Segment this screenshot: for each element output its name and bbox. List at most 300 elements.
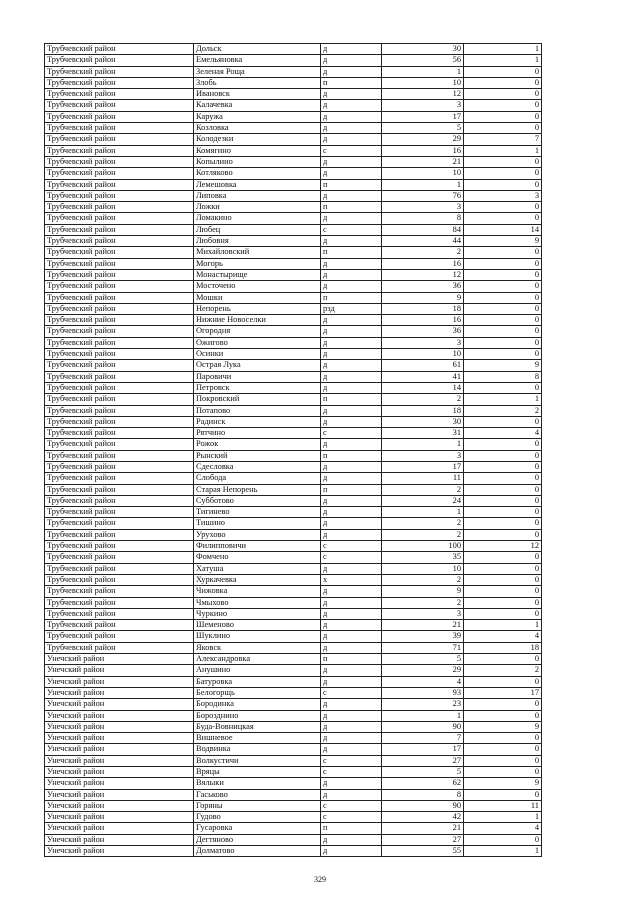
district-cell: Унечский район [45, 654, 194, 665]
settlement-cell: Колодезки [194, 134, 321, 145]
count-cell: 24 [382, 495, 464, 506]
type-cell: п [321, 450, 382, 461]
settlement-cell: Осинки [194, 349, 321, 360]
type-cell: д [321, 44, 382, 55]
count-cell: 5 [382, 654, 464, 665]
count-cell: 1 [382, 439, 464, 450]
count-cell: 61 [382, 360, 464, 371]
table-row [45, 66, 542, 77]
type-cell: д [321, 55, 382, 66]
secondary-count-cell: 0 [464, 168, 542, 179]
secondary-count-cell: 12 [464, 541, 542, 552]
type-cell: д [321, 676, 382, 687]
district-cell: Трубчевский район [45, 179, 194, 190]
secondary-count-cell: 11 [464, 800, 542, 811]
count-cell: 16 [382, 258, 464, 269]
table-row [45, 134, 542, 145]
district-cell: Трубчевский район [45, 405, 194, 416]
district-cell: Унечский район [45, 733, 194, 744]
count-cell: 14 [382, 382, 464, 393]
count-cell: 12 [382, 269, 464, 280]
secondary-count-cell: 0 [464, 77, 542, 88]
table-row [45, 315, 542, 326]
settlement-cell: Михайловский [194, 247, 321, 258]
table-row [45, 654, 542, 665]
settlement-cell: Злобь [194, 77, 321, 88]
table-row [45, 620, 542, 631]
table-row [45, 416, 542, 427]
count-cell: 36 [382, 326, 464, 337]
type-cell: д [321, 665, 382, 676]
type-cell: д [321, 349, 382, 360]
table-row [45, 439, 542, 450]
settlement-cell: Тишино [194, 518, 321, 529]
secondary-count-cell: 0 [464, 529, 542, 540]
type-cell: д [321, 269, 382, 280]
count-cell: 71 [382, 642, 464, 653]
secondary-count-cell: 2 [464, 405, 542, 416]
table-row [45, 642, 542, 653]
table-row [45, 303, 542, 314]
secondary-count-cell: 0 [464, 382, 542, 393]
table-row [45, 281, 542, 292]
secondary-count-cell: 1 [464, 145, 542, 156]
count-cell: 8 [382, 789, 464, 800]
count-cell: 11 [382, 473, 464, 484]
secondary-count-cell: 0 [464, 574, 542, 585]
count-cell: 2 [382, 247, 464, 258]
district-cell: Трубчевский район [45, 552, 194, 563]
district-cell: Трубчевский район [45, 202, 194, 213]
table-row [45, 202, 542, 213]
count-cell: 23 [382, 699, 464, 710]
district-cell: Унечский район [45, 789, 194, 800]
district-cell: Трубчевский район [45, 281, 194, 292]
settlement-cell: Вряцы [194, 767, 321, 778]
count-cell: 9 [382, 292, 464, 303]
secondary-count-cell: 0 [464, 834, 542, 845]
type-cell: д [321, 190, 382, 201]
district-cell: Трубчевский район [45, 394, 194, 405]
district-cell: Трубчевский район [45, 55, 194, 66]
secondary-count-cell: 0 [464, 654, 542, 665]
settlement-cell: Тигинево [194, 507, 321, 518]
district-cell: Трубчевский район [45, 213, 194, 224]
type-cell: д [321, 518, 382, 529]
settlement-cell: Вялыки [194, 778, 321, 789]
count-cell: 21 [382, 156, 464, 167]
type-cell: х [321, 574, 382, 585]
count-cell: 16 [382, 315, 464, 326]
type-cell: д [321, 123, 382, 134]
district-cell: Унечский район [45, 755, 194, 766]
settlement-cell: Сдесловка [194, 461, 321, 472]
count-cell: 10 [382, 77, 464, 88]
secondary-count-cell: 0 [464, 89, 542, 100]
district-cell: Трубчевский район [45, 371, 194, 382]
count-cell: 36 [382, 281, 464, 292]
secondary-count-cell: 0 [464, 416, 542, 427]
secondary-count-cell: 0 [464, 518, 542, 529]
table-row [45, 744, 542, 755]
count-cell: 17 [382, 744, 464, 755]
type-cell: п [321, 484, 382, 495]
settlement-cell: Ивановск [194, 89, 321, 100]
settlement-cell: Александровка [194, 654, 321, 665]
count-cell: 93 [382, 687, 464, 698]
district-cell: Трубчевский район [45, 382, 194, 393]
secondary-count-cell: 0 [464, 439, 542, 450]
table-row [45, 778, 542, 789]
table-row [45, 789, 542, 800]
settlement-cell: Филипповичи [194, 541, 321, 552]
secondary-count-cell: 9 [464, 778, 542, 789]
settlement-cell: Комягино [194, 145, 321, 156]
type-cell: д [321, 281, 382, 292]
table-row [45, 733, 542, 744]
secondary-count-cell: 17 [464, 687, 542, 698]
settlement-cell: Огородня [194, 326, 321, 337]
secondary-count-cell: 0 [464, 755, 542, 766]
type-cell: д [321, 258, 382, 269]
settlement-cell: Радинск [194, 416, 321, 427]
secondary-count-cell: 9 [464, 721, 542, 732]
secondary-count-cell: 0 [464, 552, 542, 563]
type-cell: с [321, 145, 382, 156]
table-row [45, 800, 542, 811]
table-row [45, 190, 542, 201]
settlement-cell: Старая Непорень [194, 484, 321, 495]
secondary-count-cell: 0 [464, 733, 542, 744]
secondary-count-cell: 0 [464, 258, 542, 269]
settlement-cell: Потапово [194, 405, 321, 416]
table-row [45, 473, 542, 484]
settlement-cell: Покровский [194, 394, 321, 405]
type-cell: д [321, 699, 382, 710]
district-cell: Трубчевский район [45, 416, 194, 427]
settlement-cell: Слобода [194, 473, 321, 484]
table-row [45, 552, 542, 563]
table-row [45, 721, 542, 732]
secondary-count-cell: 0 [464, 563, 542, 574]
district-cell: Унечский район [45, 812, 194, 823]
table-row [45, 631, 542, 642]
settlement-cell: Ложки [194, 202, 321, 213]
count-cell: 7 [382, 733, 464, 744]
table-row [45, 405, 542, 416]
table-row [45, 213, 542, 224]
district-cell: Трубчевский район [45, 315, 194, 326]
table-row [45, 269, 542, 280]
secondary-count-cell: 1 [464, 846, 542, 857]
type-cell: с [321, 812, 382, 823]
count-cell: 3 [382, 337, 464, 348]
type-cell: с [321, 552, 382, 563]
secondary-count-cell: 18 [464, 642, 542, 653]
settlement-cell: Ожигово [194, 337, 321, 348]
type-cell: д [321, 213, 382, 224]
secondary-count-cell: 0 [464, 337, 542, 348]
type-cell: д [321, 156, 382, 167]
district-cell: Трубчевский район [45, 89, 194, 100]
secondary-count-cell: 0 [464, 461, 542, 472]
table-row [45, 541, 542, 552]
settlement-cell: Копылино [194, 156, 321, 167]
count-cell: 9 [382, 586, 464, 597]
secondary-count-cell: 0 [464, 484, 542, 495]
table-row [45, 168, 542, 179]
type-cell: д [321, 563, 382, 574]
count-cell: 76 [382, 190, 464, 201]
type-cell: д [321, 744, 382, 755]
settlement-cell: Батуровка [194, 676, 321, 687]
settlement-cell: Котляково [194, 168, 321, 179]
table-row [45, 394, 542, 405]
count-cell: 18 [382, 405, 464, 416]
secondary-count-cell: 2 [464, 665, 542, 676]
type-cell: д [321, 89, 382, 100]
type-cell: д [321, 111, 382, 122]
district-cell: Трубчевский район [45, 123, 194, 134]
page-number: 329 [314, 875, 326, 884]
secondary-count-cell: 8 [464, 371, 542, 382]
type-cell: д [321, 642, 382, 653]
district-cell: Трубчевский район [45, 461, 194, 472]
secondary-count-cell: 0 [464, 710, 542, 721]
count-cell: 39 [382, 631, 464, 642]
table-row [45, 608, 542, 619]
district-cell: Трубчевский район [45, 518, 194, 529]
table-row [45, 258, 542, 269]
type-cell: д [321, 439, 382, 450]
secondary-count-cell: 4 [464, 428, 542, 439]
count-cell: 18 [382, 303, 464, 314]
count-cell: 10 [382, 563, 464, 574]
table-row [45, 44, 542, 55]
district-cell: Трубчевский район [45, 111, 194, 122]
settlement-cell: Хатуша [194, 563, 321, 574]
secondary-count-cell: 0 [464, 744, 542, 755]
count-cell: 1 [382, 179, 464, 190]
district-cell: Трубчевский район [45, 586, 194, 597]
settlement-cell: Борозднино [194, 710, 321, 721]
settlement-cell: Рожок [194, 439, 321, 450]
count-cell: 44 [382, 236, 464, 247]
secondary-count-cell: 0 [464, 767, 542, 778]
secondary-count-cell: 0 [464, 111, 542, 122]
count-cell: 31 [382, 428, 464, 439]
type-cell: д [321, 586, 382, 597]
secondary-count-cell: 0 [464, 699, 542, 710]
district-cell: Унечский район [45, 699, 194, 710]
secondary-count-cell: 0 [464, 292, 542, 303]
type-cell: д [321, 846, 382, 857]
settlement-cell: Гусаровка [194, 823, 321, 834]
settlement-cell: Зеленая Роща [194, 66, 321, 77]
district-cell: Трубчевский район [45, 303, 194, 314]
count-cell: 1 [382, 66, 464, 77]
secondary-count-cell: 4 [464, 823, 542, 834]
district-cell: Трубчевский район [45, 134, 194, 145]
secondary-count-cell: 0 [464, 676, 542, 687]
table-row [45, 371, 542, 382]
secondary-count-cell: 0 [464, 123, 542, 134]
district-cell: Трубчевский район [45, 529, 194, 540]
district-cell: Трубчевский район [45, 269, 194, 280]
district-cell: Унечский район [45, 778, 194, 789]
district-cell: Трубчевский район [45, 563, 194, 574]
count-cell: 1 [382, 507, 464, 518]
count-cell: 3 [382, 608, 464, 619]
count-cell: 2 [382, 518, 464, 529]
secondary-count-cell: 3 [464, 190, 542, 201]
count-cell: 17 [382, 461, 464, 472]
settlement-cell: Фомчено [194, 552, 321, 563]
table-row [45, 676, 542, 687]
secondary-count-cell: 0 [464, 247, 542, 258]
settlement-cell: Паровичи [194, 371, 321, 382]
table-row [45, 428, 542, 439]
table-row [45, 89, 542, 100]
count-cell: 16 [382, 145, 464, 156]
count-cell: 8 [382, 213, 464, 224]
table-row [45, 586, 542, 597]
table-row [45, 145, 542, 156]
table-row [45, 699, 542, 710]
secondary-count-cell: 0 [464, 507, 542, 518]
type-cell: д [321, 168, 382, 179]
settlement-cell: Рятчино [194, 428, 321, 439]
settlement-cell: Шуклино [194, 631, 321, 642]
table-row [45, 563, 542, 574]
type-cell: д [321, 507, 382, 518]
district-cell: Унечский район [45, 676, 194, 687]
table-body [45, 44, 542, 857]
district-cell: Унечский район [45, 665, 194, 676]
secondary-count-cell: 14 [464, 224, 542, 235]
district-cell: Трубчевский район [45, 439, 194, 450]
settlement-cell: Непорень [194, 303, 321, 314]
settlement-cell: Монастырище [194, 269, 321, 280]
settlement-cell: Рынский [194, 450, 321, 461]
type-cell: д [321, 371, 382, 382]
count-cell: 30 [382, 416, 464, 427]
settlement-cell: Петровск [194, 382, 321, 393]
count-cell: 30 [382, 44, 464, 55]
count-cell: 1 [382, 710, 464, 721]
table-row [45, 518, 542, 529]
secondary-count-cell: 0 [464, 202, 542, 213]
district-cell: Трубчевский район [45, 156, 194, 167]
table-row [45, 597, 542, 608]
settlement-cell: Урухово [194, 529, 321, 540]
settlement-cell: Гаськово [194, 789, 321, 800]
type-cell: д [321, 834, 382, 845]
count-cell: 2 [382, 529, 464, 540]
settlement-cell: Ломакино [194, 213, 321, 224]
table-row [45, 846, 542, 857]
type-cell: п [321, 654, 382, 665]
district-cell: Трубчевский район [45, 190, 194, 201]
district-cell: Унечский район [45, 710, 194, 721]
settlement-cell: Могорь [194, 258, 321, 269]
type-cell: д [321, 134, 382, 145]
settlement-cell: Чуркино [194, 608, 321, 619]
table-row [45, 337, 542, 348]
type-cell: д [321, 405, 382, 416]
secondary-count-cell: 9 [464, 236, 542, 247]
count-cell: 3 [382, 450, 464, 461]
district-cell: Трубчевский район [45, 258, 194, 269]
district-cell: Трубчевский район [45, 145, 194, 156]
district-cell: Трубчевский район [45, 360, 194, 371]
type-cell: д [321, 620, 382, 631]
settlement-cell: Долматово [194, 846, 321, 857]
district-cell: Унечский район [45, 767, 194, 778]
settlement-cell: Субботово [194, 495, 321, 506]
district-cell: Трубчевский район [45, 337, 194, 348]
table-row [45, 450, 542, 461]
settlement-cell: Каружа [194, 111, 321, 122]
secondary-count-cell: 0 [464, 315, 542, 326]
settlement-cell: Гудово [194, 812, 321, 823]
type-cell: д [321, 337, 382, 348]
settlement-cell: Емельяновка [194, 55, 321, 66]
settlement-cell: Чижовка [194, 586, 321, 597]
secondary-count-cell: 0 [464, 597, 542, 608]
table-row [45, 123, 542, 134]
settlement-cell: Мосточено [194, 281, 321, 292]
district-cell: Трубчевский район [45, 236, 194, 247]
district-cell: Трубчевский район [45, 541, 194, 552]
settlement-cell: Козловка [194, 123, 321, 134]
district-cell: Трубчевский район [45, 247, 194, 258]
secondary-count-cell: 1 [464, 812, 542, 823]
table-row [45, 823, 542, 834]
count-cell: 41 [382, 371, 464, 382]
type-cell: с [321, 800, 382, 811]
type-cell: д [321, 236, 382, 247]
settlement-cell: Калачевка [194, 100, 321, 111]
settlement-cell: Любовня [194, 236, 321, 247]
type-cell: п [321, 77, 382, 88]
count-cell: 2 [382, 597, 464, 608]
settlement-cell: Волкустичи [194, 755, 321, 766]
table-row [45, 236, 542, 247]
count-cell: 10 [382, 349, 464, 360]
district-cell: Трубчевский район [45, 597, 194, 608]
settlement-cell: Лемешовка [194, 179, 321, 190]
type-cell: д [321, 315, 382, 326]
count-cell: 90 [382, 800, 464, 811]
count-cell: 29 [382, 665, 464, 676]
type-cell: д [321, 66, 382, 77]
table-row [45, 360, 542, 371]
district-cell: Трубчевский район [45, 507, 194, 518]
count-cell: 10 [382, 168, 464, 179]
district-cell: Трубчевский район [45, 642, 194, 653]
district-cell: Трубчевский район [45, 484, 194, 495]
secondary-count-cell: 0 [464, 269, 542, 280]
district-cell: Трубчевский район [45, 495, 194, 506]
settlement-cell: Белогорщь [194, 687, 321, 698]
type-cell: рзд [321, 303, 382, 314]
settlement-cell: Вишневое [194, 733, 321, 744]
type-cell: п [321, 202, 382, 213]
type-cell: с [321, 767, 382, 778]
settlement-cell: Нижние Новоселки [194, 315, 321, 326]
count-cell: 21 [382, 620, 464, 631]
